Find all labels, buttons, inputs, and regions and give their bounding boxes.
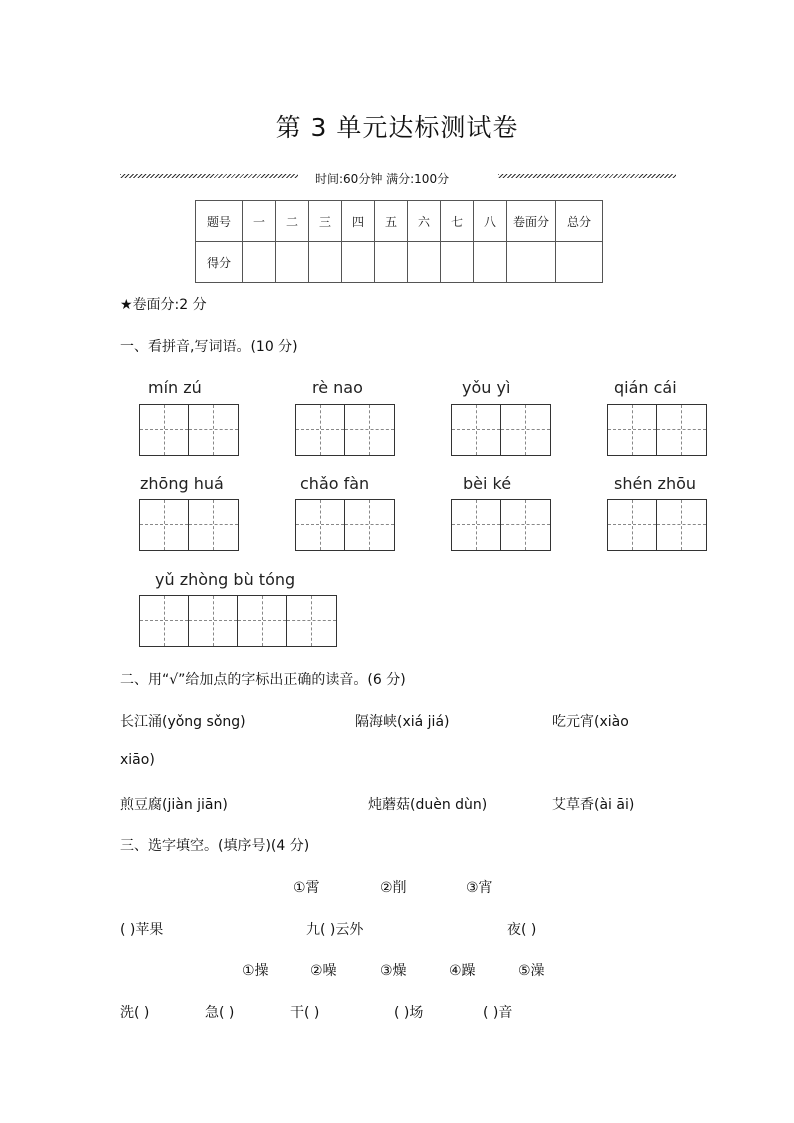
score-input-cell[interactable] xyxy=(375,242,408,283)
pronunciation-item: 长江涌(yǒng sǒng) xyxy=(120,714,246,730)
pinyin-label: mín zú xyxy=(148,378,202,397)
score-input-cell[interactable] xyxy=(276,242,309,283)
score-header-cell: 五 xyxy=(375,201,408,242)
writing-cell[interactable] xyxy=(287,596,336,646)
writing-cell[interactable] xyxy=(140,596,189,646)
character-option: ⑤澡 xyxy=(518,963,545,979)
pinyin-label: bèi ké xyxy=(463,474,512,493)
score-input-cell[interactable] xyxy=(309,242,342,283)
pinyin-label: chǎo fàn xyxy=(300,474,370,493)
writing-cell[interactable] xyxy=(501,405,550,455)
writing-cell[interactable] xyxy=(608,500,657,550)
writing-grid[interactable] xyxy=(607,499,707,551)
fill-blank-item[interactable]: ( )音 xyxy=(483,1005,513,1021)
score-input-cell[interactable] xyxy=(556,242,603,283)
pronunciation-item: 吃元宵(xiào xyxy=(552,714,629,730)
pronunciation-item: 隔海峡(xiá jiá) xyxy=(355,714,450,730)
writing-grid[interactable] xyxy=(295,404,395,456)
fill-blank-item[interactable]: 夜( ) xyxy=(507,922,537,938)
fill-blank-item[interactable]: 干( ) xyxy=(290,1005,320,1021)
score-header-cell: 题号 xyxy=(196,201,243,242)
score-row-label: 得分 xyxy=(196,242,243,283)
score-header-cell: 三 xyxy=(309,201,342,242)
fill-blank-item[interactable]: ( )苹果 xyxy=(120,922,164,938)
fill-blank-item[interactable]: 洗( ) xyxy=(120,1005,150,1021)
exam-time-score: 时间:60分钟 满分:100分 xyxy=(315,172,450,186)
writing-cell[interactable] xyxy=(140,405,189,455)
writing-cell[interactable] xyxy=(296,405,345,455)
pinyin-label: yǔ zhòng bù tóng xyxy=(155,570,296,589)
writing-cell[interactable] xyxy=(608,405,657,455)
character-option: ③宵 xyxy=(466,880,493,896)
page-title: 第 3 单元达标测试卷 xyxy=(275,113,519,142)
character-option: ①操 xyxy=(242,963,269,979)
fill-blank-item[interactable]: 急( ) xyxy=(205,1005,235,1021)
score-header-cell: 七 xyxy=(441,201,474,242)
character-option: ①霄 xyxy=(293,880,320,896)
score-header-cell: 八 xyxy=(474,201,507,242)
writing-cell[interactable] xyxy=(296,500,345,550)
writing-cell[interactable] xyxy=(657,405,706,455)
score-table xyxy=(195,200,603,283)
character-option: ③燥 xyxy=(380,963,407,979)
score-header-cell: 卷面分 xyxy=(507,201,556,242)
score-header-cell: 六 xyxy=(408,201,441,242)
writing-cell[interactable] xyxy=(501,500,550,550)
writing-grid[interactable] xyxy=(451,499,551,551)
score-header-cell: 四 xyxy=(342,201,375,242)
writing-grid[interactable] xyxy=(139,404,239,456)
pinyin-label: qián cái xyxy=(614,378,677,397)
score-input-cell[interactable] xyxy=(243,242,276,283)
pinyin-label: yǒu yì xyxy=(462,378,511,397)
writing-cell[interactable] xyxy=(189,596,238,646)
writing-cell[interactable] xyxy=(345,500,394,550)
score-input-cell[interactable] xyxy=(342,242,375,283)
writing-grid[interactable] xyxy=(451,404,551,456)
writing-cell[interactable] xyxy=(452,405,501,455)
writing-grid[interactable] xyxy=(139,499,239,551)
score-input-cell[interactable] xyxy=(408,242,441,283)
section-3-heading: 三、选字填空。(填序号)(4 分) xyxy=(120,838,310,854)
pinyin-label: shén zhōu xyxy=(614,474,697,493)
score-header-cell: 一 xyxy=(243,201,276,242)
writing-grid[interactable] xyxy=(295,499,395,551)
writing-cell[interactable] xyxy=(345,405,394,455)
score-input-cell[interactable] xyxy=(474,242,507,283)
decorative-dashes-left xyxy=(120,174,298,178)
pronunciation-item-continued: xiāo) xyxy=(120,752,155,768)
pronunciation-item: 炖蘑菇(duèn dùn) xyxy=(368,797,488,813)
fill-blank-item[interactable]: 九( )云外 xyxy=(306,922,364,938)
neatness-score-note: ★卷面分:2 分 xyxy=(120,297,207,313)
pinyin-label: rè nao xyxy=(312,378,363,397)
section-2-heading: 二、用“√”给加点的字标出正确的读音。(6 分) xyxy=(120,672,406,688)
score-header-cell: 总分 xyxy=(556,201,603,242)
fill-blank-item[interactable]: ( )场 xyxy=(394,1005,424,1021)
writing-cell[interactable] xyxy=(657,500,706,550)
decorative-dashes-right xyxy=(498,174,676,178)
writing-grid[interactable] xyxy=(607,404,707,456)
writing-grid[interactable] xyxy=(139,595,337,647)
pinyin-label: zhōng huá xyxy=(140,474,224,493)
writing-cell[interactable] xyxy=(189,500,238,550)
section-1-heading: 一、看拼音,写词语。(10 分) xyxy=(120,339,298,355)
writing-cell[interactable] xyxy=(140,500,189,550)
character-option: ②削 xyxy=(380,880,407,896)
score-table-score-row xyxy=(196,242,603,283)
writing-cell[interactable] xyxy=(238,596,287,646)
score-table-header-row xyxy=(196,201,603,242)
score-input-cell[interactable] xyxy=(507,242,556,283)
pronunciation-item: 煎豆腐(jiàn jiān) xyxy=(120,797,228,813)
writing-cell[interactable] xyxy=(452,500,501,550)
score-header-cell: 二 xyxy=(276,201,309,242)
score-input-cell[interactable] xyxy=(441,242,474,283)
character-option: ④躁 xyxy=(449,963,476,979)
pronunciation-item: 艾草香(ài āi) xyxy=(552,797,635,813)
character-option: ②噪 xyxy=(310,963,337,979)
exam-meta-row xyxy=(120,170,676,188)
writing-cell[interactable] xyxy=(189,405,238,455)
